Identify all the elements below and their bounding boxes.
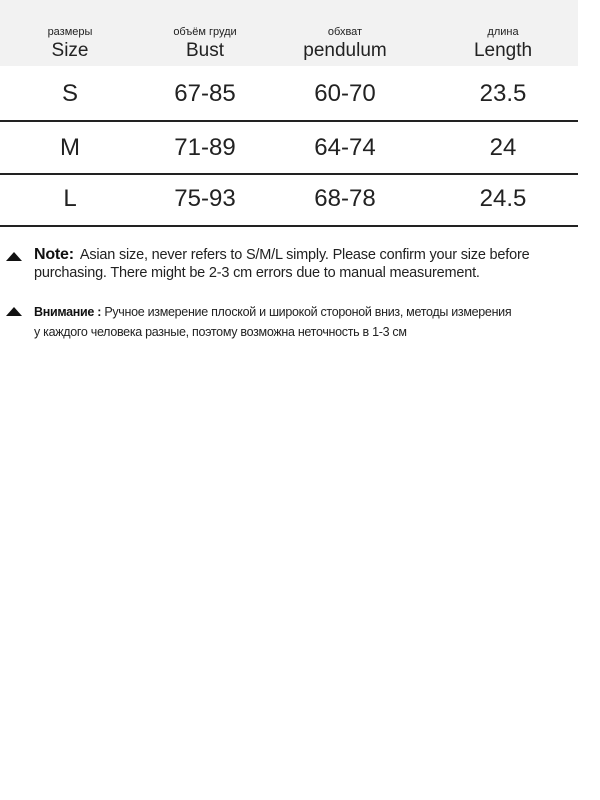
note-line-2: purchasing. There might be 2-3 cm errors due to manual measurement. — [34, 265, 480, 281]
cell-pendulum: 68-78 — [314, 185, 376, 212]
header-size — [20, 0, 120, 66]
table-row — [0, 173, 578, 225]
cell-size: S — [61, 80, 78, 107]
header-length — [448, 0, 558, 66]
note-line-2: у каждого человека разные, поэтому возможна неточность в 1-3 см — [34, 325, 407, 339]
note-line-1: Ручное измерение плоской и широкой стороной вниз, методы измерения — [104, 305, 512, 319]
cell-bust: 67-85 — [174, 80, 236, 107]
header-pendulum-en: pendulum — [303, 40, 387, 61]
cell-pendulum: 64-74 — [314, 134, 376, 161]
header-bust-ru: объём груди — [173, 26, 237, 38]
note-line-1: Asian size, never refers to S/M/L simply. Please confirm your size before — [79, 247, 530, 263]
header-pendulum — [290, 0, 400, 66]
table-row — [0, 122, 578, 174]
table-header-row — [0, 0, 578, 66]
triangle-bullet-icon — [6, 307, 22, 316]
header-bust-en: Bust — [185, 40, 225, 61]
cell-length: 23.5 — [479, 80, 527, 107]
header-size-ru: размеры — [47, 26, 93, 38]
note-english-text — [34, 246, 600, 282]
header-pendulum-ru: обхват — [327, 26, 363, 38]
cell-bust: 75-93 — [174, 185, 236, 212]
row-divider — [0, 225, 578, 227]
triangle-bullet-icon — [6, 252, 22, 261]
header-size-en: Size — [51, 40, 89, 61]
header-length-en: Length — [473, 40, 533, 61]
header-length-ru: длина — [487, 26, 519, 38]
note-russian-text — [34, 302, 600, 342]
cell-size: L — [63, 185, 77, 212]
table-row — [0, 68, 578, 120]
cell-length: 24 — [489, 134, 517, 161]
note-label: Внимание : — [34, 305, 102, 319]
cell-bust: 71-89 — [174, 134, 236, 161]
note-label: Note: — [34, 246, 74, 263]
cell-pendulum: 60-70 — [314, 80, 376, 107]
cell-size: M — [60, 134, 80, 161]
header-bust — [150, 0, 260, 66]
cell-length: 24.5 — [479, 185, 527, 212]
